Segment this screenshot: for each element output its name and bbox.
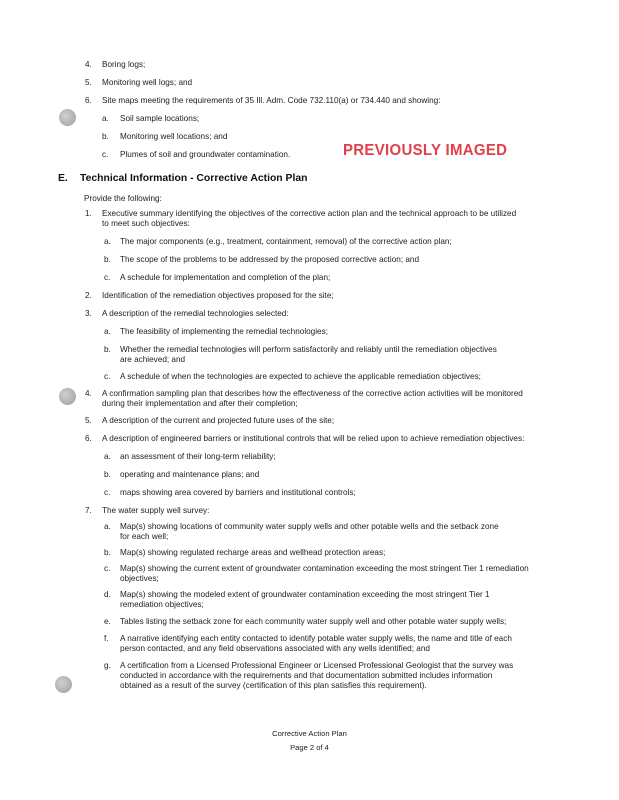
list-item: Identification of the remediation objectives proposed for the site; [102, 291, 334, 300]
list-item: A description of the remedial technologies selected: [102, 309, 289, 318]
list-item: Whether the remedial technologies will perform satisfactorily and reliably until the remediation objectives [120, 345, 497, 354]
list-number: b. [104, 255, 111, 264]
list-item: maps showing area covered by barriers and institutional controls; [120, 488, 356, 497]
list-number: 2. [85, 291, 92, 300]
page-number: Page 2 of 4 [290, 743, 329, 752]
list-item: Boring logs; [102, 60, 146, 69]
list-item: The scope of the problems to be addressed by the proposed corrective action; and [120, 255, 420, 264]
list-number: b. [104, 548, 111, 557]
list-item: Executive summary identifying the objectives of the corrective action plan and the technical approach to be utilized [102, 209, 517, 218]
list-item-continuation: conducted in accordance with the requirements and that documentation submitted includes information [120, 671, 493, 680]
list-item-continuation: during their implementation and after their completion; [102, 399, 298, 408]
list-item: A schedule for implementation and completion of the plan; [120, 273, 331, 282]
list-number: b. [104, 470, 111, 479]
previously-imaged-stamp: PREVIOUSLY IMAGED [343, 141, 508, 160]
list-number: c. [104, 372, 111, 381]
list-item: A confirmation sampling plan that describes how the effectiveness of the corrective action activities will be monitored [102, 389, 523, 398]
list-number: 4. [85, 60, 92, 69]
list-number: e. [104, 617, 111, 626]
list-number: c. [104, 273, 111, 282]
punch-hole [59, 388, 76, 405]
list-item: Tables listing the setback zone for each community water supply well and other potable water supply wells; [120, 617, 507, 626]
list-item: Soil sample locations; [120, 114, 200, 123]
punch-hole [59, 109, 76, 126]
list-number: a. [102, 114, 109, 123]
list-item: Map(s) showing regulated recharge areas and wellhead protection areas; [120, 548, 386, 557]
list-item: an assessment of their long-term reliability; [120, 452, 276, 461]
list-item-continuation: to meet such objectives: [102, 219, 190, 228]
list-item: A narrative identifying each entity contacted to identify potable water supply wells, the name and title of each [120, 634, 512, 643]
list-item: The water supply well survey: [102, 506, 210, 515]
section-title: Technical Information - Corrective Action Plan [80, 173, 308, 184]
list-number: 6. [85, 96, 92, 105]
list-number: a. [104, 452, 111, 461]
list-number: a. [104, 327, 111, 336]
list-item: The major components (e.g., treatment, containment, removal) of the corrective action plan; [120, 237, 452, 246]
list-item: Monitoring well locations; and [120, 132, 228, 141]
punch-hole [55, 676, 72, 693]
list-item-continuation: person contacted, and any field observations associated with any wells identified; and [120, 644, 430, 653]
list-item: A schedule of when the technologies are expected to achieve the applicable remediation objectives; [120, 372, 481, 381]
list-number: f. [104, 634, 109, 643]
list-item: Plumes of soil and groundwater contamination. [120, 150, 291, 159]
list-number: d. [104, 590, 111, 599]
list-item-continuation: remediation objectives; [120, 600, 204, 609]
intro-text: Provide the following: [84, 194, 162, 203]
list-item: A description of engineered barriers or institutional controls that will be relied upon to achieve remediation objectives: [102, 434, 525, 443]
list-item: Map(s) showing the current extent of groundwater contamination exceeding the most stringent Tier 1 remediation [120, 564, 529, 573]
list-item: A description of the current and projected future uses of the site; [102, 416, 335, 425]
list-number: g. [104, 661, 111, 670]
list-item: Monitoring well logs; and [102, 78, 193, 87]
list-number: a. [104, 522, 111, 531]
list-number: 1. [85, 209, 92, 218]
list-number: c. [104, 488, 111, 497]
list-item: Map(s) showing the modeled extent of groundwater contamination exceeding the most stringent Tier 1 [120, 590, 490, 599]
list-item: operating and maintenance plans; and [120, 470, 260, 479]
list-number: b. [102, 132, 109, 141]
list-number: c. [102, 150, 109, 159]
list-item-continuation: obtained as a result of the survey (certification of this plan satisfies this requirement). [120, 681, 427, 690]
list-number: a. [104, 237, 111, 246]
list-number: 3. [85, 309, 92, 318]
list-item: Map(s) showing locations of community water supply wells and other potable wells and the setback zone [120, 522, 499, 531]
footer-title: Corrective Action Plan [272, 729, 347, 738]
list-number: 5. [85, 416, 92, 425]
section-letter: E. [58, 173, 68, 184]
list-number: 6. [85, 434, 92, 443]
list-number: 5. [85, 78, 92, 87]
section-heading [58, 174, 307, 184]
list-item-continuation: objectives; [120, 574, 159, 583]
list-number: c. [104, 564, 111, 573]
list-number: 4. [85, 389, 92, 398]
list-item-continuation: are achieved; and [120, 355, 186, 364]
list-number: 7. [85, 506, 92, 515]
list-item: Site maps meeting the requirements of 35 Ill. Adm. Code 732.110(a) or 734.440 and showing: [102, 96, 441, 105]
list-item: The feasibility of implementing the remedial technologies; [120, 327, 328, 336]
list-item: A certification from a Licensed Professional Engineer or Licensed Professional Geologist that the survey was [120, 661, 514, 670]
list-item-continuation: for each well; [120, 532, 169, 541]
list-number: b. [104, 345, 111, 354]
